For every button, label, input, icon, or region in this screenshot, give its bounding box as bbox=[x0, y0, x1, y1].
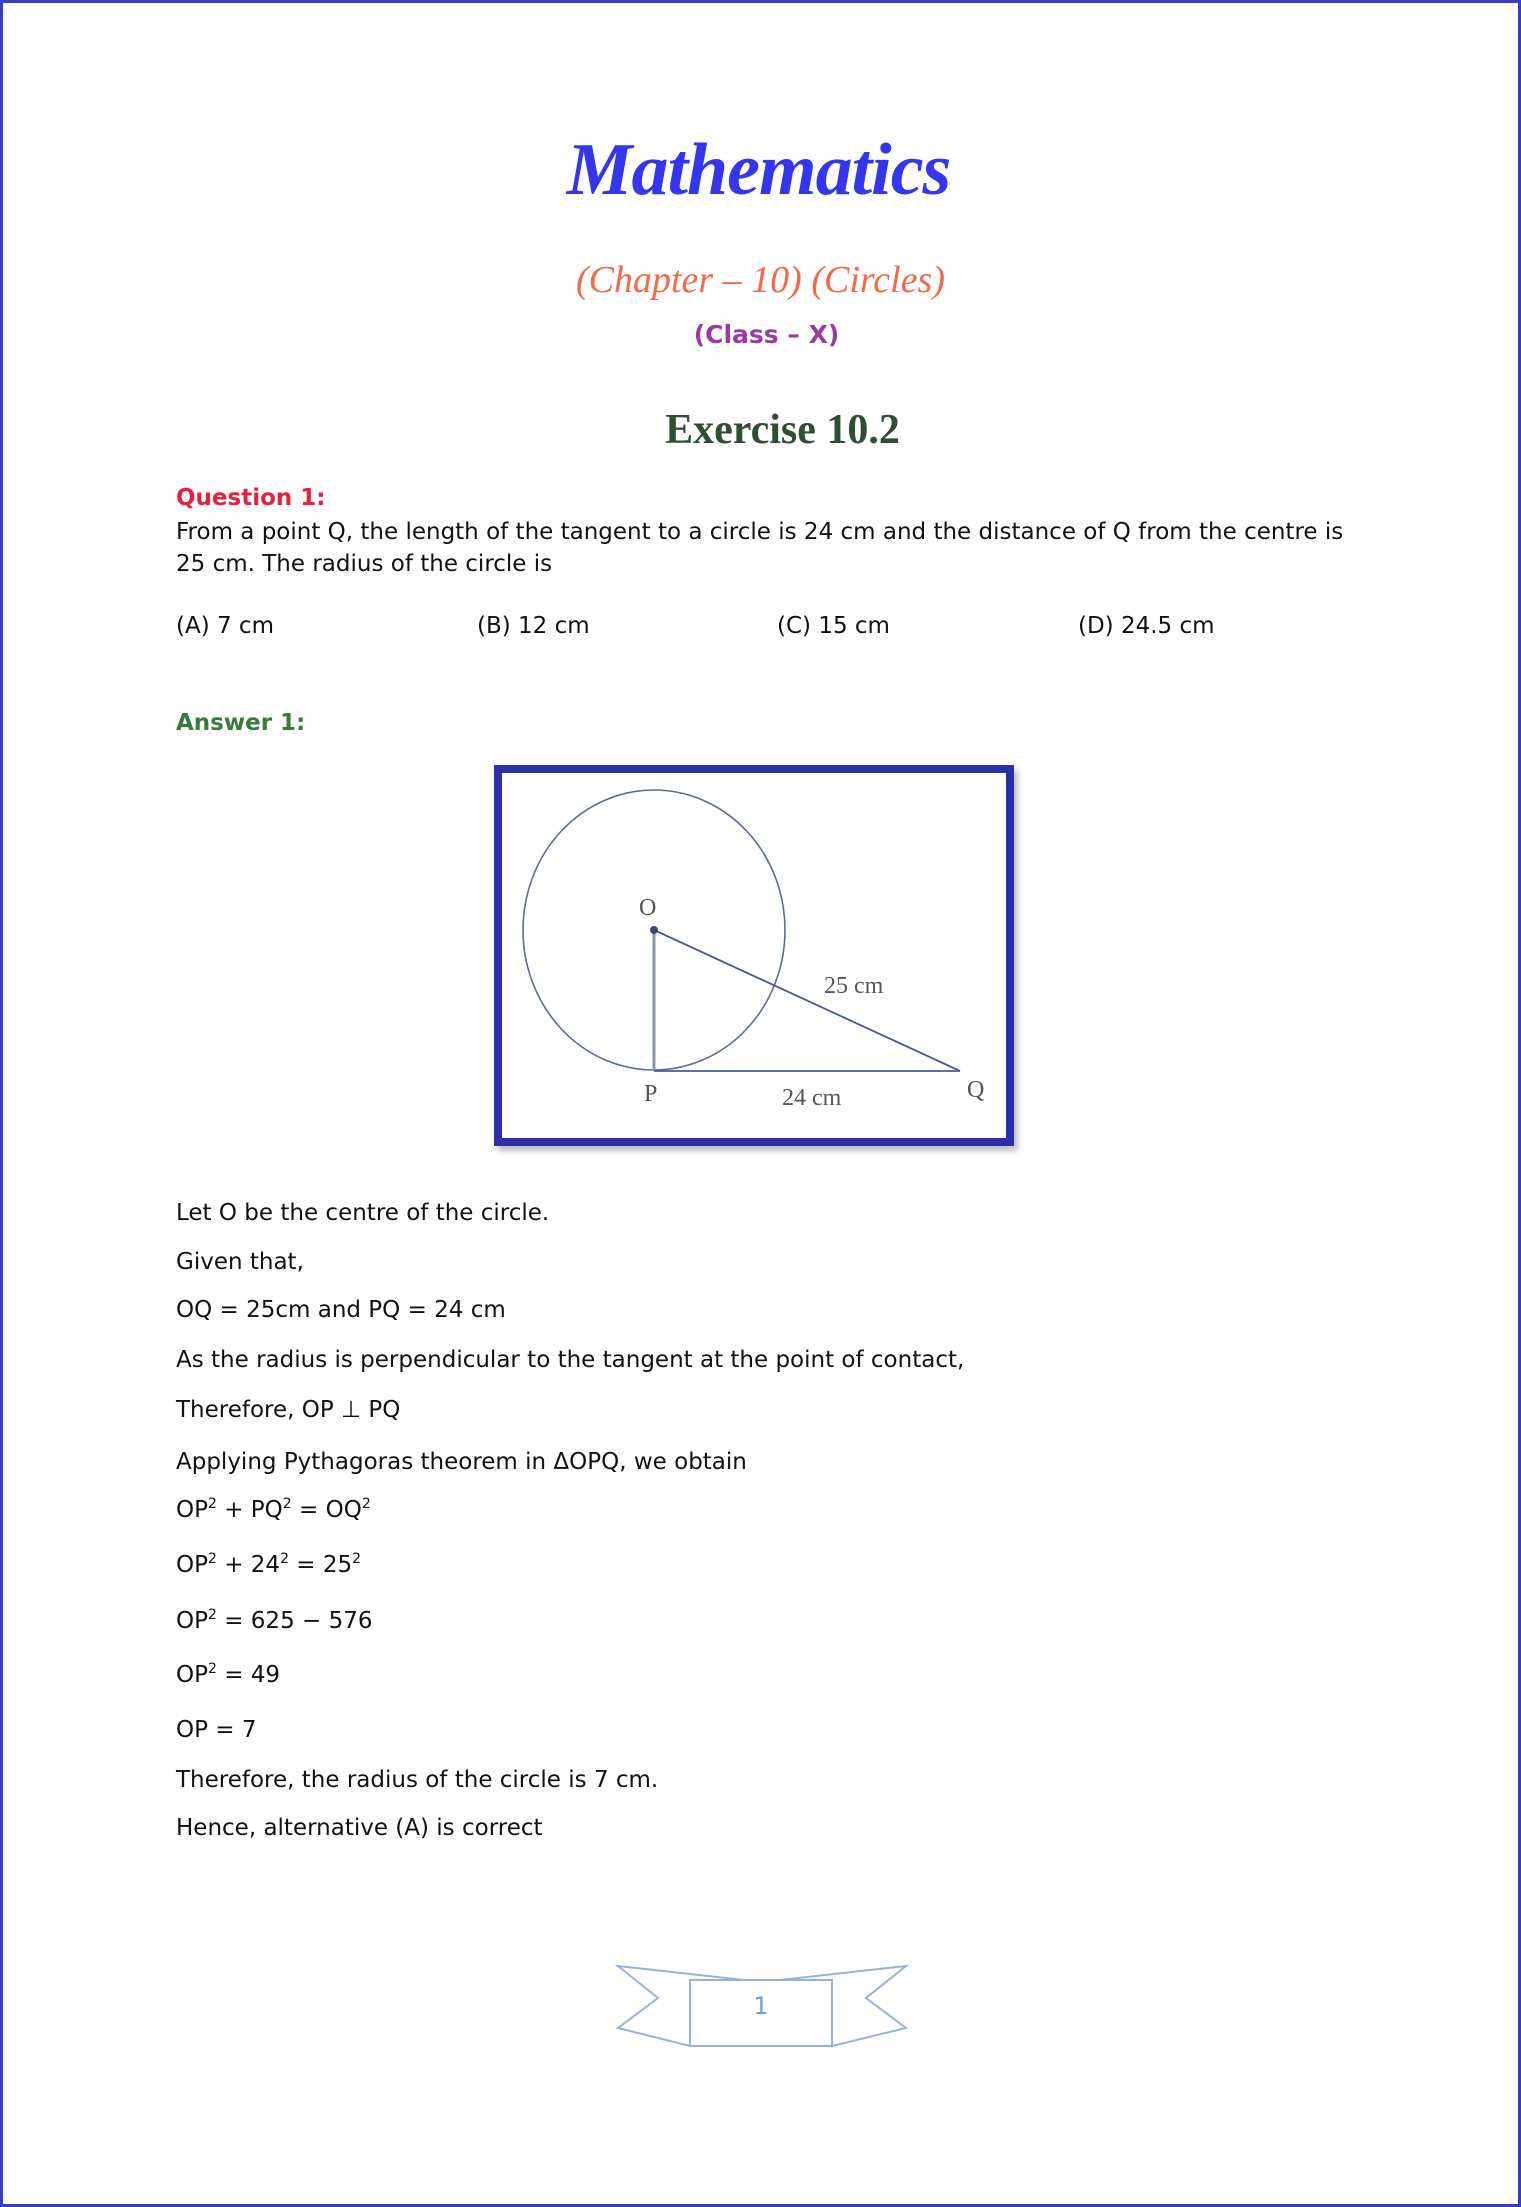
solution-line: Applying Pythagoras theorem in ΔOPQ, we obtain bbox=[176, 1449, 747, 1475]
chapter-title: (Chapter – 10) (Circles) bbox=[575, 259, 946, 301]
solution-line: Let O be the centre of the circle. bbox=[176, 1200, 550, 1226]
option-b: (B) 12 cm bbox=[477, 613, 590, 639]
page-number: 1 bbox=[753, 1992, 769, 2020]
final-answer-line: Hence, alternative (A) is correct bbox=[176, 1815, 543, 1841]
conclusion-line: Therefore, the radius of the circle is 7 cm. bbox=[176, 1767, 659, 1793]
option-a: (A) 7 cm bbox=[176, 613, 274, 639]
label-oq-length: 25 cm bbox=[824, 973, 884, 999]
solution-line: Therefore, OP ⊥ PQ bbox=[176, 1397, 401, 1423]
label-p: P bbox=[644, 1081, 658, 1107]
circle-tangent-figure bbox=[494, 765, 1014, 1146]
answer-label: Answer 1: bbox=[176, 710, 306, 736]
equation-line: $OP^2 + 24^2 = 25^2$ bbox=[176, 1551, 362, 1578]
equation-line: $OP^2 = 49$ bbox=[176, 1661, 281, 1688]
equation-line: $OP^2 = 625 - 576$ bbox=[176, 1607, 373, 1634]
equation-line: OP = 7 bbox=[176, 1717, 257, 1743]
centre-point bbox=[650, 926, 658, 934]
label-pq-length: 24 cm bbox=[782, 1085, 842, 1111]
exercise-heading: Exercise 10.2 bbox=[665, 407, 900, 453]
question-label: Question 1: bbox=[176, 485, 326, 511]
question-text: From a point Q, the length of the tangent to a circle is 24 cm and the distance of Q from the centre is 25 cm. The radius of the circle is bbox=[176, 519, 1344, 577]
equation-line: $OP^2 + PQ^2 = OQ^2$ bbox=[176, 1496, 371, 1523]
solution-line: OQ = 25cm and PQ = 24 cm bbox=[176, 1297, 506, 1323]
label-q: Q bbox=[967, 1077, 985, 1103]
line-oq bbox=[654, 930, 960, 1071]
subject-title: Mathematics bbox=[566, 129, 951, 211]
label-o: O bbox=[639, 895, 657, 921]
solution-line: As the radius is perpendicular to the tangent at the point of contact, bbox=[176, 1347, 965, 1373]
option-d: (D) 24.5 cm bbox=[1078, 613, 1215, 639]
option-c: (C) 15 cm bbox=[777, 613, 890, 639]
class-label: (Class – X) bbox=[693, 320, 840, 349]
solution-line: Given that, bbox=[176, 1249, 304, 1275]
